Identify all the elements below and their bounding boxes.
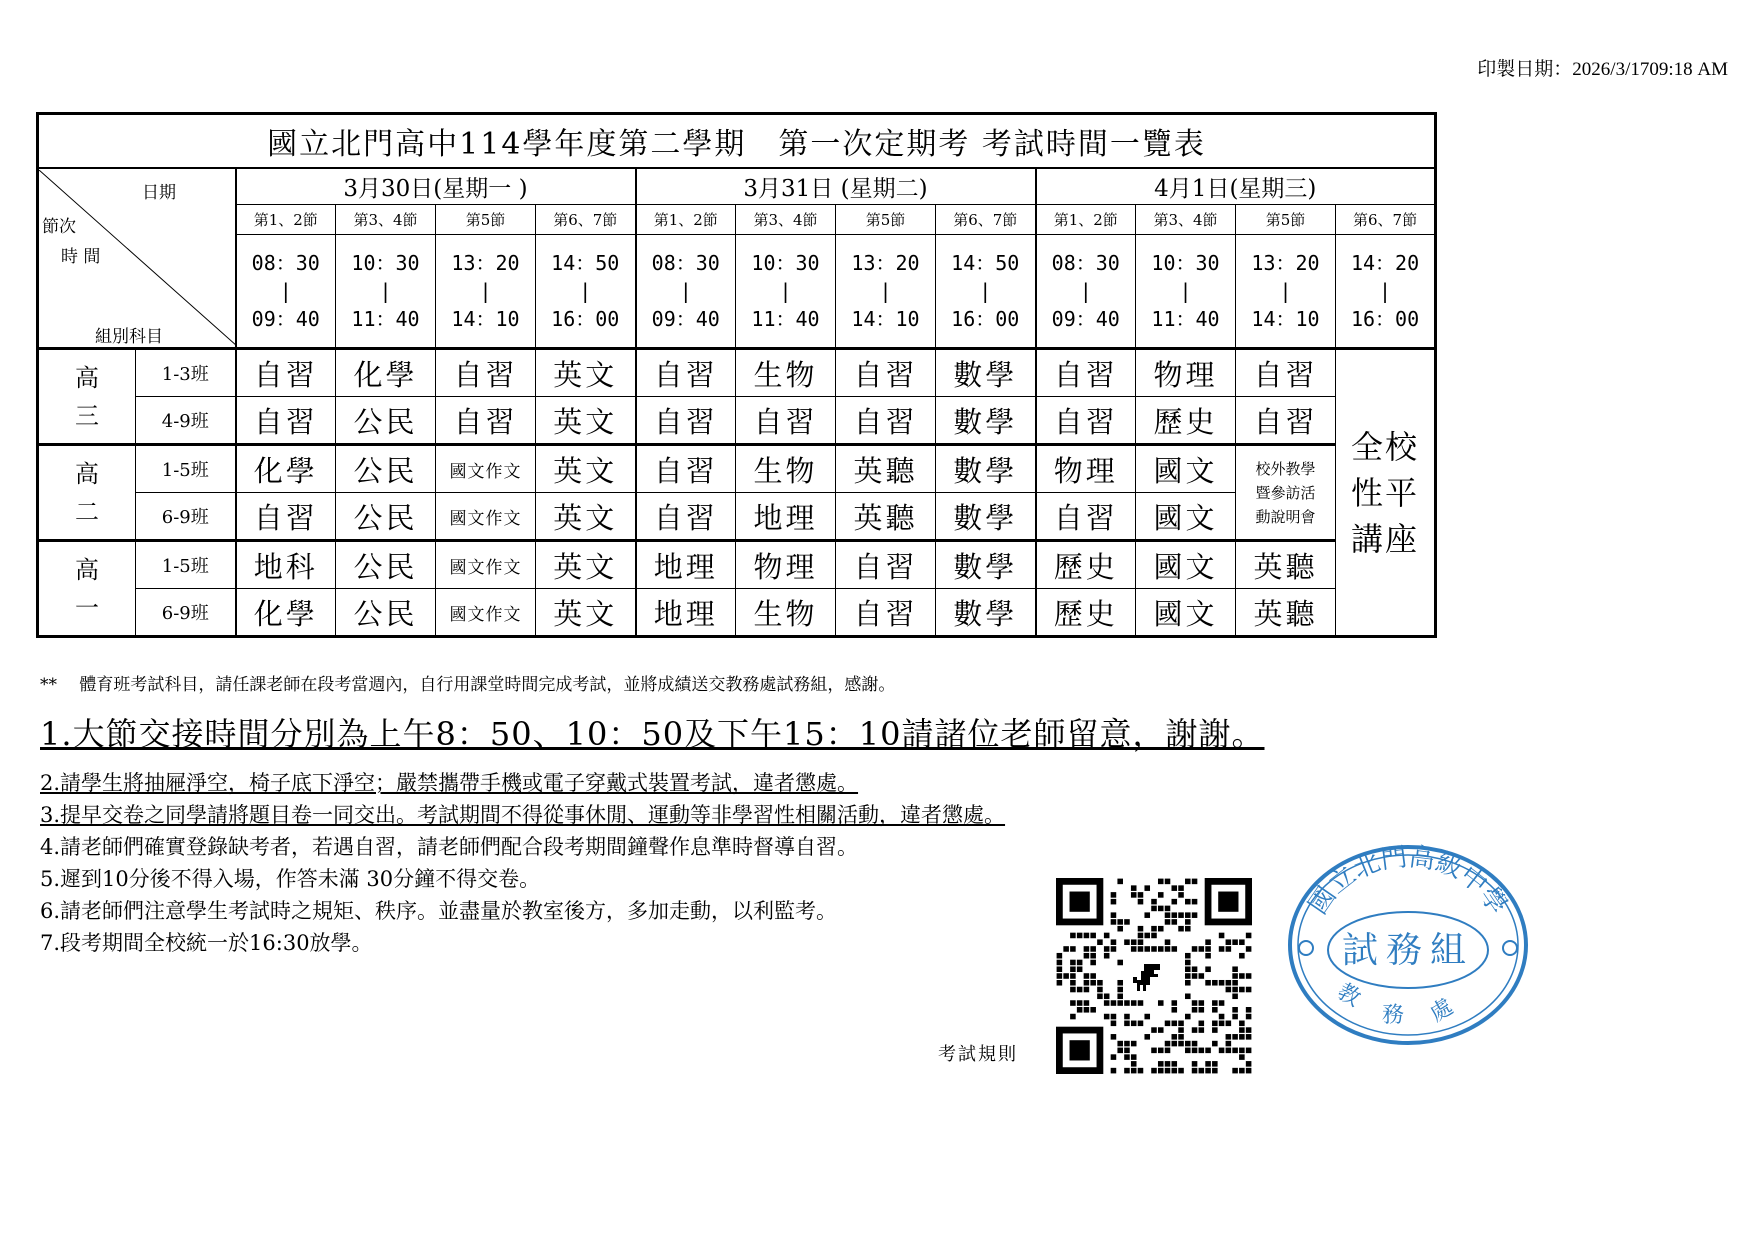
subject-cell: 生物 [736, 349, 836, 397]
grade-label [38, 445, 136, 541]
stamp-center-text: 試務組 [1341, 930, 1475, 971]
subject-cell: 英聽 [836, 445, 936, 493]
note-5: 5.遲到10分後不得入場，作答未滿 30分鐘不得交卷。 [40, 867, 541, 891]
subject-cell: 自習 [1236, 349, 1336, 397]
time-end: 11：40 [751, 307, 820, 331]
subject-cell: 數學 [936, 445, 1036, 493]
time-end: 09：40 [651, 307, 720, 331]
period-header: 第5節 [836, 205, 936, 235]
subject-cell: 物理 [1136, 349, 1236, 397]
subject-cell: 物理 [736, 541, 836, 589]
subject-cell: 數學 [936, 493, 1036, 541]
subject-cell: 英聽 [1236, 589, 1336, 637]
day-header: 3月31日 (星期二) [636, 168, 1036, 205]
period-header: 第5節 [436, 205, 536, 235]
subject-cell: 自習 [1236, 397, 1336, 445]
note-7: 7.段考期間全校統一於16:30放學。 [40, 931, 373, 955]
corner-period-label: 節次 [42, 217, 76, 237]
time-range [236, 235, 336, 349]
class-label: 1-3班 [136, 349, 236, 397]
time-start: 08：30 [1051, 251, 1120, 275]
time-end: 14：10 [1251, 307, 1320, 331]
table-row [38, 445, 1436, 493]
subject-cell: 化學 [236, 589, 336, 637]
period-header: 第1、2節 [1036, 205, 1136, 235]
subject-cell: 國文 [1136, 445, 1236, 493]
svg-text:國立北門高級中學 [1303, 842, 1513, 920]
subject-cell: 生物 [736, 589, 836, 637]
subject-cell: 公民 [336, 589, 436, 637]
campus-event-line: 暨參訪活 [1255, 483, 1316, 502]
subject-cell: 公民 [336, 397, 436, 445]
subject-cell: 英文 [536, 397, 636, 445]
period-header: 第6、7節 [936, 205, 1036, 235]
corner-group-label: 組別科目 [95, 327, 163, 347]
class-label: 1-5班 [136, 541, 236, 589]
time-range [1336, 235, 1436, 349]
period-header: 第6、7節 [1336, 205, 1436, 235]
subject-cell: 地理 [636, 541, 736, 589]
subject-cell: 公民 [336, 493, 436, 541]
time-separator: | [1079, 279, 1092, 303]
time-end: 16：00 [1350, 307, 1420, 331]
time-end: 11：40 [1151, 307, 1220, 331]
subject-cell: 物理 [1036, 445, 1136, 493]
subject-cell: 自習 [836, 349, 936, 397]
time-separator: | [1279, 279, 1292, 303]
period-header: 第6、7節 [536, 205, 636, 235]
time-start: 14：20 [1350, 251, 1420, 275]
time-separator: | [1379, 279, 1392, 303]
subject-cell: 英聽 [836, 493, 936, 541]
subject-cell: 自習 [436, 349, 536, 397]
svg-text:教務處 [1333, 979, 1483, 1028]
subject-cell: 國文作文 [436, 493, 536, 541]
qr-code[interactable] [1056, 878, 1252, 1074]
stamp-flower-icon [1299, 941, 1313, 955]
stamp-bottom-text: 教務處 [1332, 979, 1484, 1028]
stamp-top-text: 國立北門高級中學 [1303, 842, 1513, 920]
table-title: 國立北門高中114學年度第二學期 第一次定期考 考試時間一覽表 [38, 114, 1436, 169]
subject-cell: 自習 [436, 397, 536, 445]
grade-char: 三 [75, 401, 99, 430]
subject-cell: 自習 [636, 349, 736, 397]
time-end: 11：40 [351, 307, 420, 331]
subject-cell: 國文 [1136, 493, 1236, 541]
time-separator: | [779, 279, 792, 303]
subject-cell: 自習 [636, 397, 736, 445]
subject-cell: 英文 [536, 541, 636, 589]
subject-cell: 化學 [236, 445, 336, 493]
subject-cell: 地理 [636, 589, 736, 637]
table-row [38, 541, 1436, 589]
time-range [736, 235, 836, 349]
subject-cell: 自習 [236, 493, 336, 541]
header-corner [38, 168, 236, 349]
subject-cell: 化學 [336, 349, 436, 397]
note-1: 1.大節交接時間分別為上午8：50、10：50及下午15：10請諸位老師留意，謝謝。 [40, 715, 1265, 753]
period-header: 第3、4節 [736, 205, 836, 235]
time-separator: | [479, 279, 492, 303]
subject-cell: 自習 [836, 589, 936, 637]
subject-cell: 自習 [636, 445, 736, 493]
gender-lecture-line: 講座 [1351, 519, 1420, 558]
subject-cell: 歷史 [1036, 589, 1136, 637]
subject-cell: 國文 [1136, 541, 1236, 589]
subject-cell: 自習 [1036, 493, 1136, 541]
subject-cell: 國文作文 [436, 589, 536, 637]
subject-cell: 英文 [536, 493, 636, 541]
gender-lecture-line: 全校 [1351, 427, 1420, 466]
time-separator: | [579, 279, 592, 303]
time-range [636, 235, 736, 349]
day-header: 4月1日(星期三) [1036, 168, 1436, 205]
time-separator: | [379, 279, 392, 303]
time-range [1036, 235, 1136, 349]
stamp-flower-icon [1503, 941, 1517, 955]
time-start: 14：50 [951, 251, 1020, 275]
time-range [936, 235, 1036, 349]
subject-cell: 自習 [236, 349, 336, 397]
subject-cell: 國文作文 [436, 445, 536, 493]
time-end: 14：10 [851, 307, 920, 331]
time-separator: | [279, 279, 292, 303]
time-start: 08：30 [251, 251, 320, 275]
table-row [38, 349, 1436, 397]
subject-cell: 英聽 [1236, 541, 1336, 589]
corner-date-label: 日期 [142, 183, 176, 203]
period-header: 第5節 [1236, 205, 1336, 235]
period-header: 第1、2節 [636, 205, 736, 235]
class-label: 1-5班 [136, 445, 236, 493]
corner-time-label: 時 間 [61, 247, 101, 267]
grade-char: 一 [75, 593, 99, 622]
campus-event-cell [1236, 445, 1336, 541]
note-6: 6.請老師們注意學生考試時之規矩、秩序。並盡量於教室後方，多加走動，以利監考。 [40, 899, 838, 923]
time-separator: | [879, 279, 892, 303]
period-header: 第3、4節 [336, 205, 436, 235]
subject-cell: 地理 [736, 493, 836, 541]
subject-cell: 數學 [936, 397, 1036, 445]
subject-cell: 國文 [1136, 589, 1236, 637]
time-start: 13：20 [851, 251, 920, 275]
class-label: 4-9班 [136, 397, 236, 445]
subject-cell: 數學 [936, 349, 1036, 397]
subject-cell: 自習 [636, 493, 736, 541]
time-end: 14：10 [451, 307, 520, 331]
subject-cell: 數學 [936, 589, 1036, 637]
table-row [38, 589, 1436, 637]
time-start: 10：30 [351, 251, 420, 275]
grade-char: 高 [75, 459, 99, 488]
gender-lecture-cell [1336, 349, 1436, 637]
grade-char: 高 [75, 555, 99, 584]
time-start: 13：20 [451, 251, 520, 275]
subject-cell: 自習 [736, 397, 836, 445]
subject-cell: 自習 [836, 541, 936, 589]
time-end: 09：40 [1051, 307, 1120, 331]
subject-cell: 英文 [536, 349, 636, 397]
note-2: 2.請學生將抽屜淨空，椅子底下淨空；嚴禁攜帶手機或電子穿戴式裝置考試，違者懲處。 [40, 771, 859, 795]
period-header: 第3、4節 [1136, 205, 1236, 235]
class-label: 6-9班 [136, 493, 236, 541]
time-range [1136, 235, 1236, 349]
class-label: 6-9班 [136, 589, 236, 637]
dino-icon [1133, 964, 1160, 991]
subject-cell: 自習 [236, 397, 336, 445]
subject-cell: 歷史 [1136, 397, 1236, 445]
period-header: 第1、2節 [236, 205, 336, 235]
campus-event-line: 動說明會 [1255, 507, 1316, 526]
grade-char: 高 [75, 363, 99, 392]
subject-cell: 自習 [1036, 397, 1136, 445]
qr-label: 考試規則 [938, 1044, 1018, 1065]
office-stamp [1276, 838, 1540, 1052]
table-row [38, 493, 1436, 541]
note-3: 3.提早交卷之同學請將題目卷一同交出。考試期間不得從事休閒、運動等非學習性相關活動，違者懲處。 [40, 803, 1006, 827]
time-start: 13：20 [1251, 251, 1320, 275]
time-start: 08：30 [651, 251, 720, 275]
subject-cell: 公民 [336, 541, 436, 589]
subject-cell: 生物 [736, 445, 836, 493]
grade-char: 二 [75, 497, 99, 526]
subject-cell: 國文作文 [436, 541, 536, 589]
time-range [1236, 235, 1336, 349]
time-end: 16：00 [951, 307, 1020, 331]
subject-cell: 自習 [836, 397, 936, 445]
time-separator: | [1179, 279, 1192, 303]
grade-label [38, 349, 136, 445]
subject-cell: 公民 [336, 445, 436, 493]
table-row [38, 397, 1436, 445]
print-date: 印製日期：2026/3/1709:18 AM [1477, 59, 1728, 80]
time-start: 10：30 [751, 251, 820, 275]
subject-cell: 英文 [536, 589, 636, 637]
note-pe-class: ** 體育班考試科目，請任課老師在段考當週內，自行用課堂時間完成考試，並將成績送交教務處試務組，感謝。 [40, 675, 896, 695]
time-end: 16：00 [551, 307, 620, 331]
time-start: 14：50 [551, 251, 620, 275]
time-separator: | [679, 279, 692, 303]
subject-cell: 地科 [236, 541, 336, 589]
subject-cell: 自習 [1036, 349, 1136, 397]
time-range [836, 235, 936, 349]
subject-cell: 數學 [936, 541, 1036, 589]
grade-label [38, 541, 136, 637]
time-separator: | [979, 279, 992, 303]
note-4: 4.請老師們確實登錄缺考者，若遇自習，請老師們配合段考期間鐘聲作息準時督導自習。 [40, 835, 859, 859]
time-range [436, 235, 536, 349]
exam-schedule-table [36, 112, 1437, 638]
campus-event-line: 校外教學 [1255, 459, 1316, 478]
time-start: 10：30 [1151, 251, 1220, 275]
gender-lecture-line: 性平 [1351, 473, 1420, 512]
time-end: 09：40 [251, 307, 320, 331]
subject-cell: 歷史 [1036, 541, 1136, 589]
time-range [536, 235, 636, 349]
day-header: 3月30日(星期一 ) [236, 168, 636, 205]
time-range [336, 235, 436, 349]
subject-cell: 英文 [536, 445, 636, 493]
